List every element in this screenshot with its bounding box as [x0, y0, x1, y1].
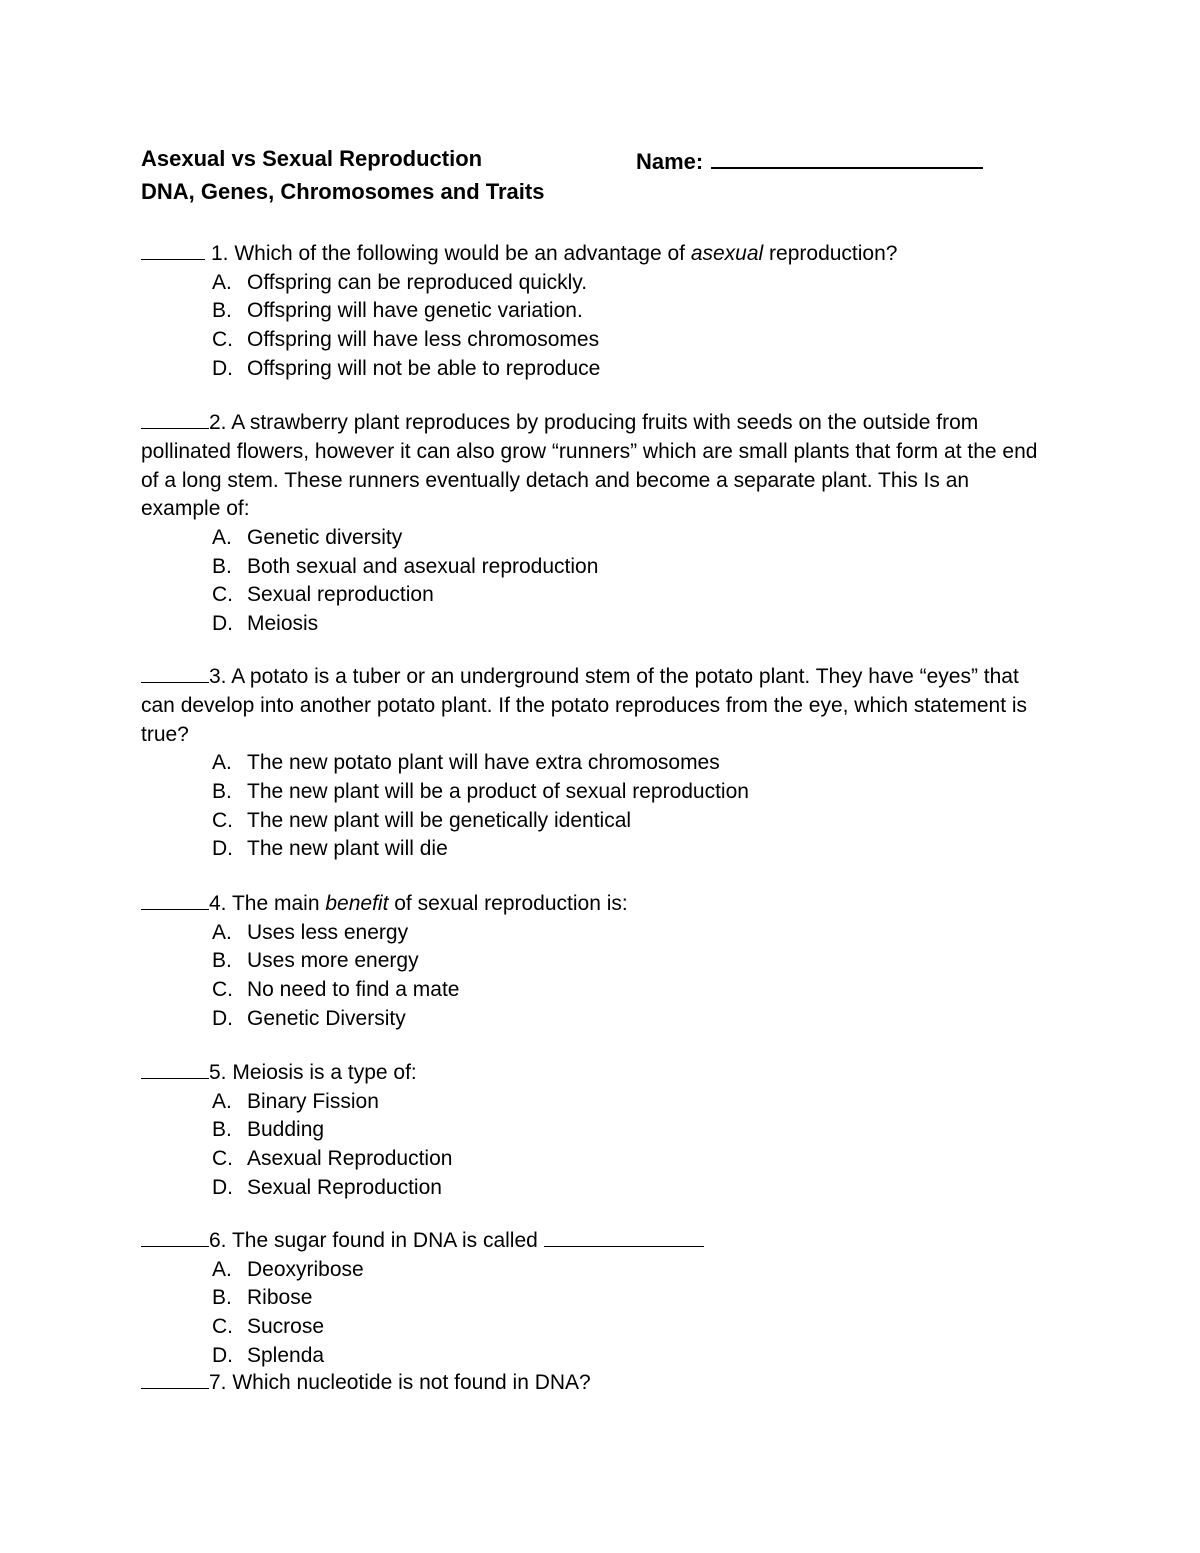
- option-c: C. The new plant will be genetically identical: [212, 808, 632, 832]
- option-d: D. The new plant will die: [212, 837, 448, 861]
- answer-blank[interactable]: [141, 410, 209, 429]
- option-a: A. Offspring can be reproduced quickly.: [212, 270, 588, 294]
- option-a: A. The new potato plant will have extra chromosomes: [212, 751, 720, 775]
- option-d: D. Offspring will not be able to reproduce: [212, 356, 601, 380]
- question-6: [141, 1227, 1041, 1370]
- question-stem: 2. A strawberry plant reproduces by producing fruits with seeds on the outside from pollinated flowers, however it can also grow “runners” which are small plants that form at the end of a long stem. These runners eventually detach and become a separate plant. This Is an example of:: [141, 411, 1038, 521]
- option-d: D. Genetic Diversity: [212, 1006, 406, 1030]
- option-c: C. Sexual reproduction: [212, 583, 434, 607]
- options-list: [141, 269, 1041, 383]
- option-a: A. Genetic diversity: [212, 526, 403, 550]
- option-c: C. No need to find a mate: [212, 977, 460, 1001]
- question-7: [141, 1369, 1041, 1398]
- question-stem: 3. A potato is a tuber or an underground stem of the potato plant. They have “eyes” that can develop into another potato plant. If the potato reproduces from the eye, which statement is true?: [141, 665, 1028, 746]
- question-stem: 4. The main benefit of sexual reproduction is:: [141, 890, 1041, 919]
- option-a: A. Uses less energy: [212, 920, 409, 944]
- option-d: D. Meiosis: [212, 611, 319, 635]
- name-blank-line[interactable]: [711, 143, 983, 169]
- question-3: [141, 663, 1041, 864]
- option-b: B. Uses more energy: [212, 949, 419, 973]
- option-b: B. Ribose: [212, 1286, 313, 1310]
- worksheet-title: Asexual vs Sexual Reproduction: [141, 146, 483, 171]
- option-b: B. Both sexual and asexual reproduction: [212, 554, 599, 578]
- answer-blank[interactable]: [141, 891, 209, 910]
- question-stem: 1. Which of the following would be an advantage of asexual reproduction?: [141, 240, 1041, 269]
- answer-blank[interactable]: [141, 664, 209, 683]
- question-4: [141, 890, 1041, 1033]
- question-stem: 6. The sugar found in DNA is called: [141, 1227, 1041, 1256]
- answer-blank[interactable]: [141, 1370, 209, 1389]
- worksheet-subtitle: DNA, Genes, Chromosomes and Traits: [141, 179, 545, 204]
- options-list: [141, 1088, 1041, 1202]
- options-list: [141, 524, 1041, 638]
- name-label: Name:: [636, 149, 704, 174]
- name-field[interactable]: [636, 143, 983, 178]
- question-stem: 7. Which nucleotide is not found in DNA?: [141, 1369, 1041, 1398]
- option-a: A. Deoxyribose: [212, 1257, 364, 1281]
- question-1: [141, 240, 1041, 383]
- option-b: B. Budding: [212, 1118, 325, 1142]
- options-list: [141, 749, 1041, 863]
- question-5: [141, 1059, 1041, 1202]
- answer-blank[interactable]: [141, 241, 205, 260]
- option-b: B. The new plant will be a product of sexual reproduction: [212, 779, 749, 803]
- option-d: D. Splenda: [212, 1343, 325, 1367]
- option-c: C. Sucrose: [212, 1314, 325, 1338]
- option-c: C. Offspring will have less chromosomes: [212, 327, 600, 351]
- options-list: [141, 1256, 1041, 1370]
- option-a: A. Binary Fission: [212, 1089, 379, 1113]
- option-d: D. Sexual Reproduction: [212, 1175, 442, 1199]
- question-2: [141, 409, 1041, 639]
- options-list: [141, 919, 1041, 1033]
- option-c: C. Asexual Reproduction: [212, 1146, 453, 1170]
- option-b: B. Offspring will have genetic variation.: [212, 299, 583, 323]
- answer-blank[interactable]: [141, 1228, 209, 1247]
- question-stem: 5. Meiosis is a type of:: [141, 1059, 1041, 1088]
- fill-in-blank[interactable]: [544, 1228, 704, 1247]
- answer-blank[interactable]: [141, 1060, 209, 1079]
